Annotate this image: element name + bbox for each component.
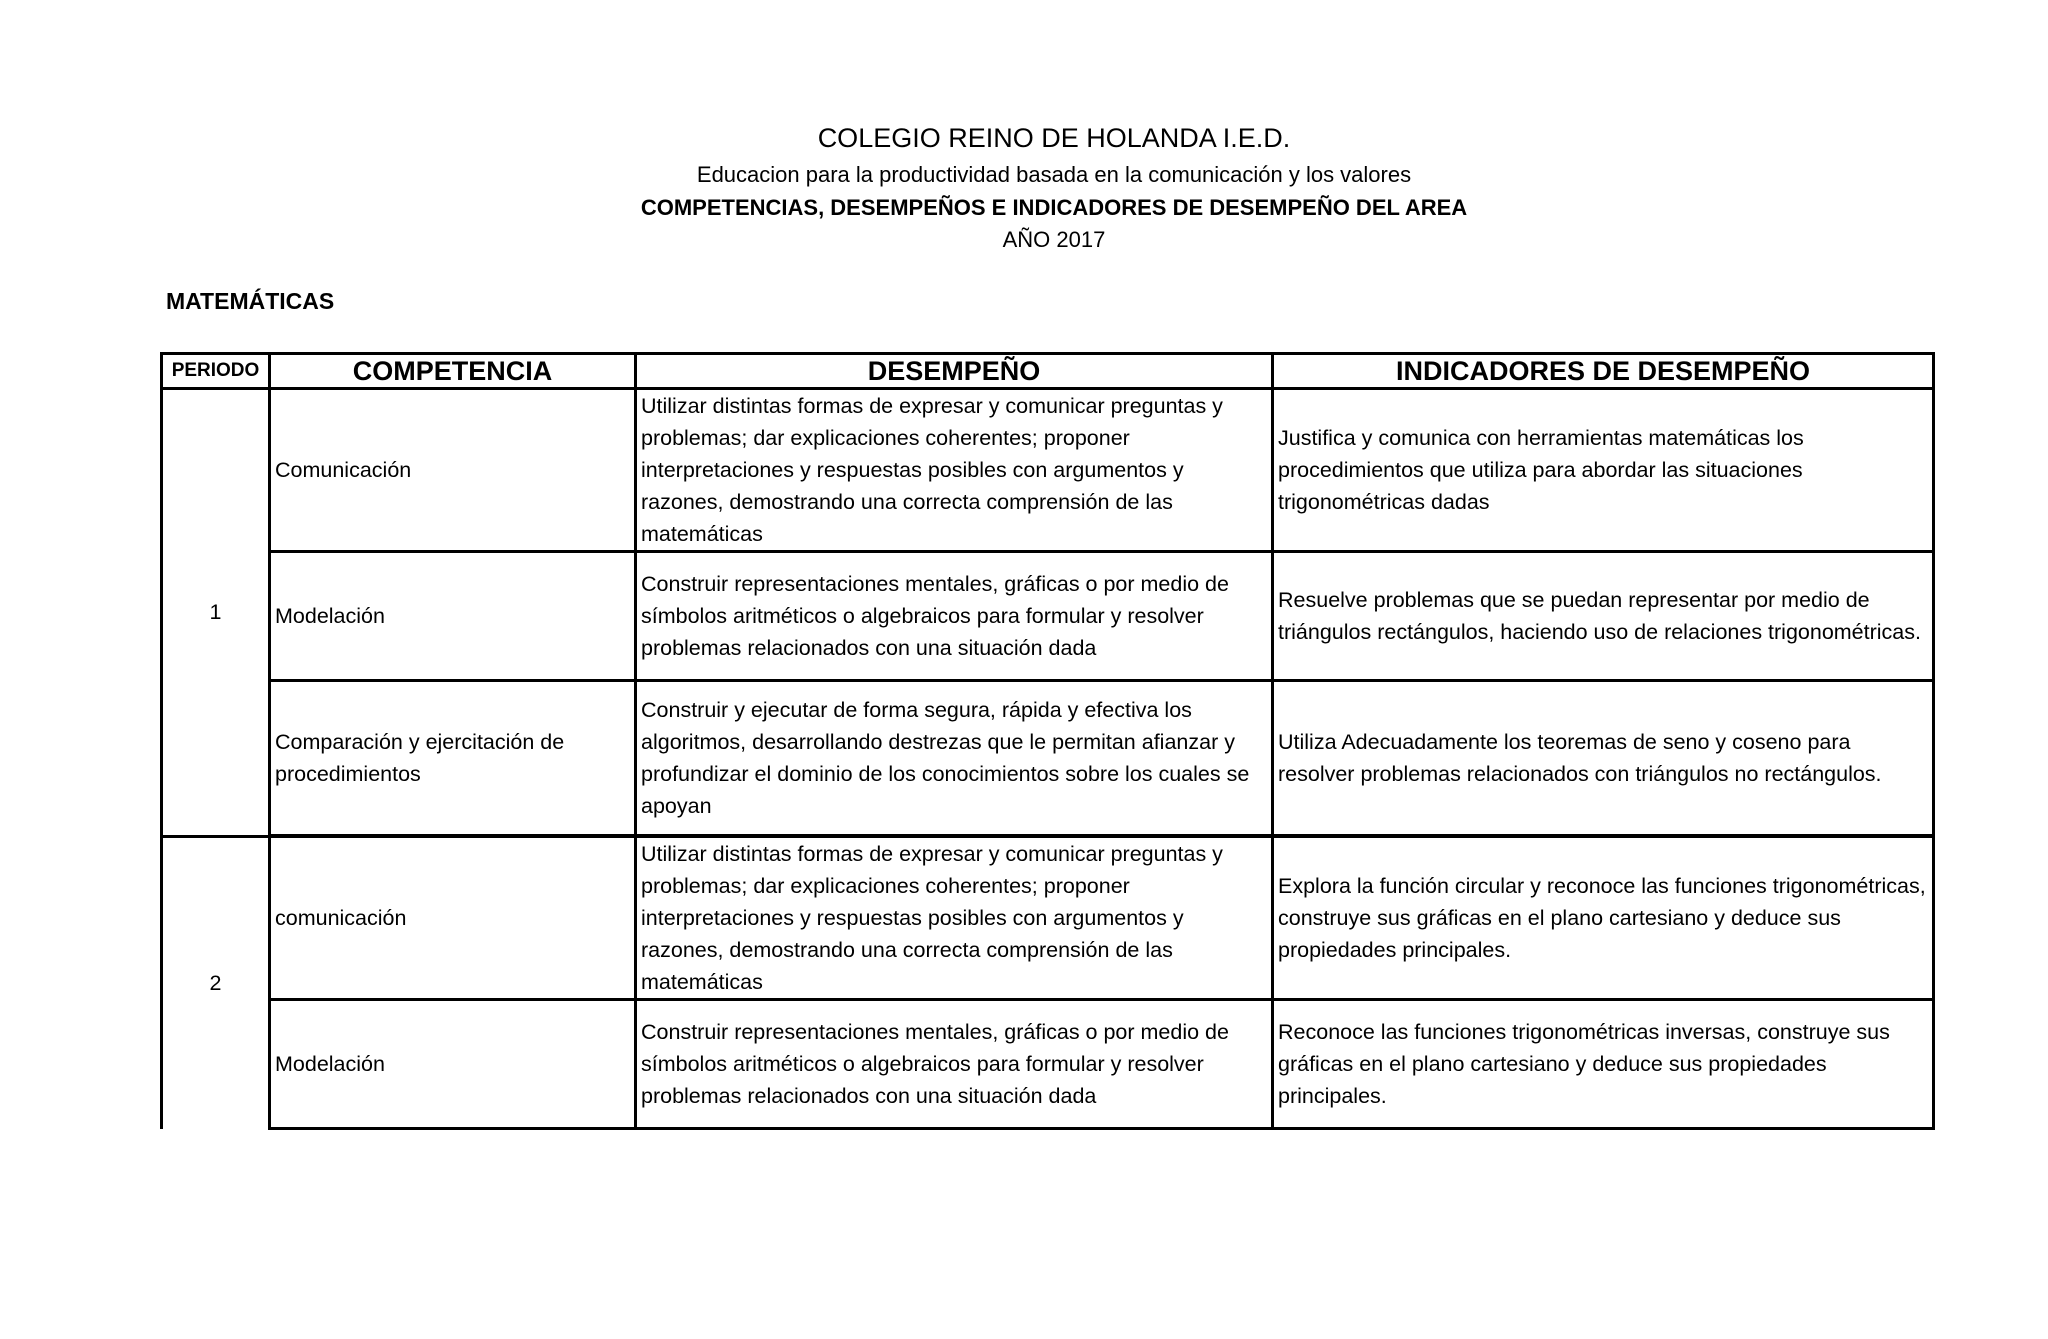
table-row — [162, 681, 1934, 837]
indicador-cell: Reconoce las funciones trigonométricas inversas, construye sus gráficas en el plano cartesiano y deduce sus propiedades principales. — [1273, 1000, 1934, 1129]
periodo-cell: 2 — [162, 836, 270, 1129]
indicador-cell: Utiliza Adecuadamente los teoremas de seno y coseno para resolver problemas relacionados con triángulos no rectángulos. — [1273, 681, 1934, 837]
desempeno-cell: Construir representaciones mentales, gráficas o por medio de símbolos aritméticos o algebraicos para formular y resolver problemas relacionados con una situación dada — [636, 552, 1273, 681]
indicador-cell: Explora la función circular y reconoce las funciones trigonométricas, construye sus gráficas en el plano cartesiano y deduce sus propiedades principales. — [1273, 836, 1934, 1000]
competencia-cell: Modelación — [270, 1000, 636, 1129]
desempeno-cell: Utilizar distintas formas de expresar y comunicar preguntas y problemas; dar explicaciones coherentes; proponer interpretaciones y respuestas posibles con argumentos y razones, demostrando una correcta comprensión de las matemáticas — [636, 389, 1273, 552]
desempeno-cell: Construir y ejecutar de forma segura, rápida y efectiva los algoritmos, desarrollando destrezas que le permitan afianzar y profundizar el dominio de los conocimientos sobre los cuales se apoyan — [636, 681, 1273, 837]
competencia-cell: Comunicación — [270, 389, 636, 552]
document-header — [0, 118, 2048, 256]
table-row — [162, 389, 1934, 552]
indicador-cell: Justifica y comunica con herramientas matemáticas los procedimientos que utiliza para abordar las situaciones trigonométricas dadas — [1273, 389, 1934, 552]
competencia-cell: Modelación — [270, 552, 636, 681]
school-motto: Educacion para la productividad basada en la comunicación y los valores — [696, 162, 1412, 187]
table-header-row — [162, 354, 1934, 389]
document-year: AÑO 2017 — [1002, 227, 1106, 252]
table-row — [162, 552, 1934, 681]
document-heading: COMPETENCIAS, DESEMPEÑOS E INDICADORES DE DESEMPEÑO DEL AREA — [640, 195, 1468, 220]
competencies-table-wrapper — [160, 352, 1935, 1130]
competencia-cell: comunicación — [270, 836, 636, 1000]
header-desempeno: DESEMPEÑO — [636, 354, 1273, 389]
desempeno-cell: Construir representaciones mentales, gráficas o por medio de símbolos aritméticos o algebraicos para formular y resolver problemas relacionados con una situación dada — [636, 1000, 1273, 1129]
subject-title: MATEMÁTICAS — [166, 288, 335, 314]
header-competencia: COMPETENCIA — [270, 354, 636, 389]
table-row — [162, 1000, 1934, 1129]
header-periodo: PERIODO — [162, 354, 270, 389]
desempeno-cell: Utilizar distintas formas de expresar y comunicar preguntas y problemas; dar explicaciones coherentes; proponer interpretaciones y respuestas posibles con argumentos y razones, demostrando una correcta comprensión de las matemáticas — [636, 836, 1273, 1000]
periodo-cell: 1 — [162, 389, 270, 837]
school-name: COLEGIO REINO DE HOLANDA I.E.D. — [817, 123, 1291, 153]
competencies-table — [160, 352, 1935, 1130]
table-row — [162, 836, 1934, 1000]
indicador-cell: Resuelve problemas que se puedan representar por medio de triángulos rectángulos, haciendo uso de relaciones trigonométricas. — [1273, 552, 1934, 681]
competencia-cell: Comparación y ejercitación de procedimientos — [270, 681, 636, 837]
header-indicadores: INDICADORES DE DESEMPEÑO — [1273, 354, 1934, 389]
